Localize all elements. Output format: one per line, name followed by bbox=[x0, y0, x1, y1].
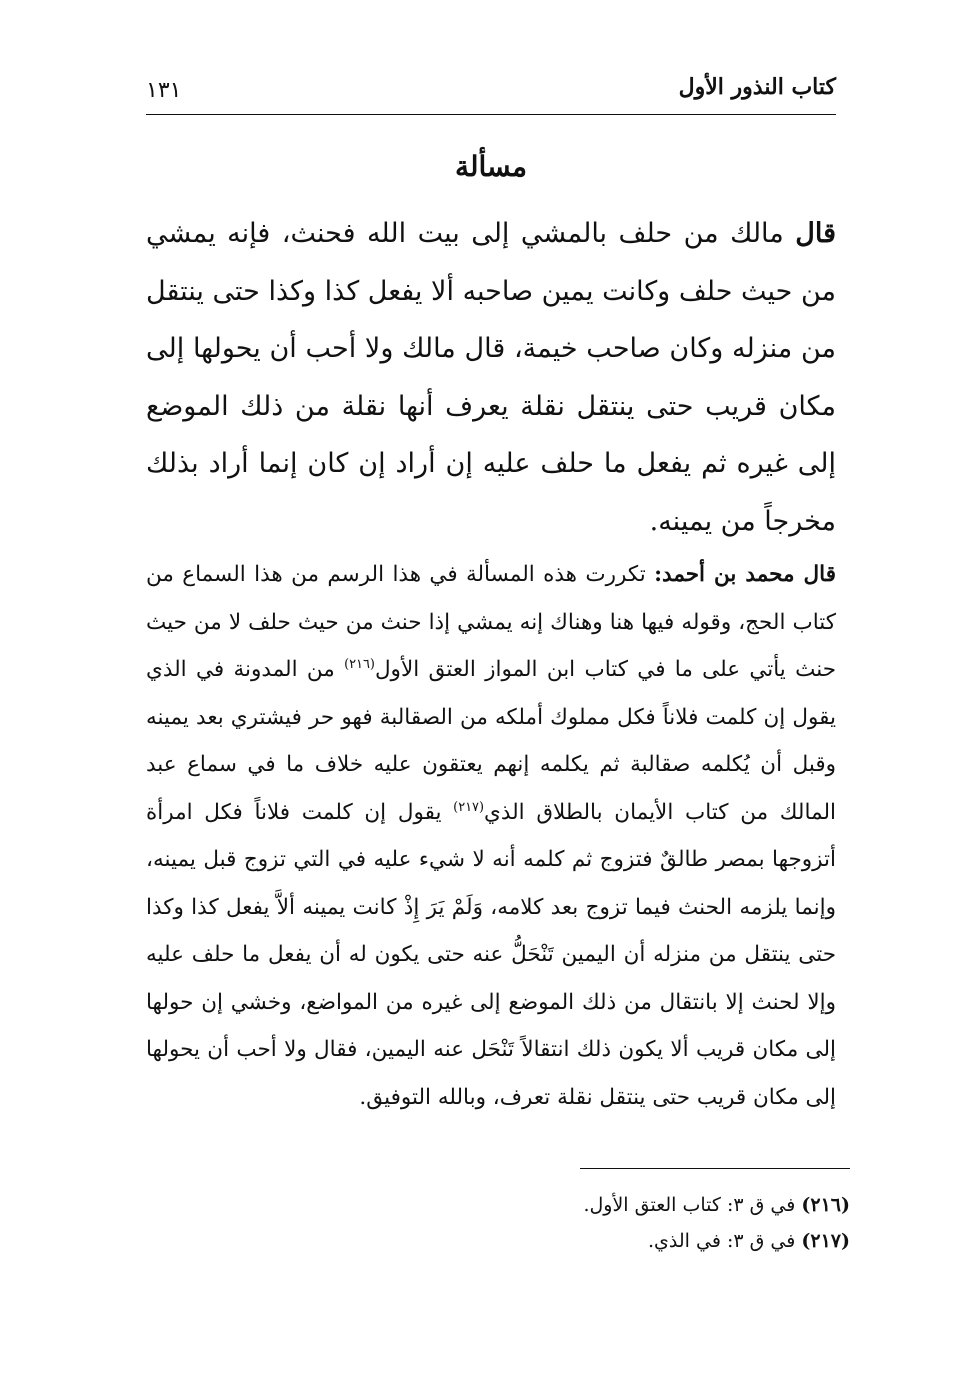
running-head bbox=[146, 70, 836, 115]
book-title: كتاب النذور الأول bbox=[678, 74, 836, 100]
paragraph-text: مالك من حلف بالمشي إلى بيت الله فحنث، فإنه يمشي من حيث حلف وكانت يمين صاحبه ألا يفعل كذا وكذا حتى ينتقل من منزله وكان صاحب خيمة، قال مالك ولا أحب أن يحولها إلى مكان قريب حتى ينتقل نقلة يعرف أنها نقلة من ذلك الموضع إلى غيره ثم يفعل ما حلف عليه إن أراد إن كان إنما أراد بذلك مخرجاً من يمينه. bbox=[146, 218, 836, 537]
footnote-ref-217: (٢١٧) bbox=[453, 799, 485, 815]
footnote-216 bbox=[300, 1187, 850, 1223]
footnotes bbox=[300, 1187, 850, 1259]
paragraph-commentary bbox=[146, 551, 836, 1121]
footnote-text: في ق ٣: في الذي. bbox=[648, 1230, 796, 1252]
commentary-text-c: يقول إن كلمت فلاناً فكل امرأة أتزوجها بمصر طالقٌ فتزوج ثم كلمه أنه لا شيء عليه في التي تزوج قبل يمينه، وإنما يلزمه الحنث فيما تزوج بعد كلامه، وَلَمْ يَرَ إِذْ كانت يمينه ألاَّ يفعل كذا وكذا حتى ينتقل من منزله أن اليمين تَنْحَلُّ عنه حتى يكون له أن يفعل ما حلف عليه وإلا لحنث إلا بانتقال من ذلك الموضع إلى غيره من المواضع، وخشي إن حولها إلى مكان قريب ألا يكون ذلك انتقالاً تَنْحَل عنه اليمين، فقال ولا أحب أن يحولها إلى مكان قريب حتى ينتقل نقلة تعرف، وبالله التوفيق. bbox=[146, 799, 836, 1110]
footnote-ref-216: (٢١٦) bbox=[344, 656, 375, 672]
commentary-text-b: من المدونة في الذي يقول إن كلمت فلاناً فكل مملوك أملكه من الصقالبة فهو حر فيشتري بعد يمينه وقبل أن يُكلمه صقالبة ثم يكلمه إنهم يعتقون عليه خلاف ما في سماع عبد المالك من كتاب الأيمان بالطلاق الذي bbox=[146, 657, 836, 825]
paragraph-lead: قال bbox=[795, 218, 836, 249]
footnote-number: (٢١٧) bbox=[801, 1230, 850, 1252]
page-number: ١٣١ bbox=[146, 78, 182, 103]
footnote-separator bbox=[580, 1168, 850, 1169]
commentary-text-a: تكررت هذه المسألة في هذا الرسم من هذا السماع من كتاب الحج، وقوله فيها هنا وهناك إنه يمشي إذا حنث من حيث حلف لا من حيث حنث يأتي على ما في كتاب ابن المواز العتق الأول bbox=[146, 562, 836, 682]
paragraph-malik bbox=[146, 205, 836, 550]
commentary-lead: قال محمد بن أحمد: bbox=[654, 562, 836, 587]
footnote-217 bbox=[300, 1223, 850, 1259]
section-heading: مسألة bbox=[454, 150, 528, 183]
footnote-text: في ق ٣: كتاب العتق الأول. bbox=[583, 1194, 796, 1216]
footnote-number: (٢١٦) bbox=[801, 1194, 850, 1216]
